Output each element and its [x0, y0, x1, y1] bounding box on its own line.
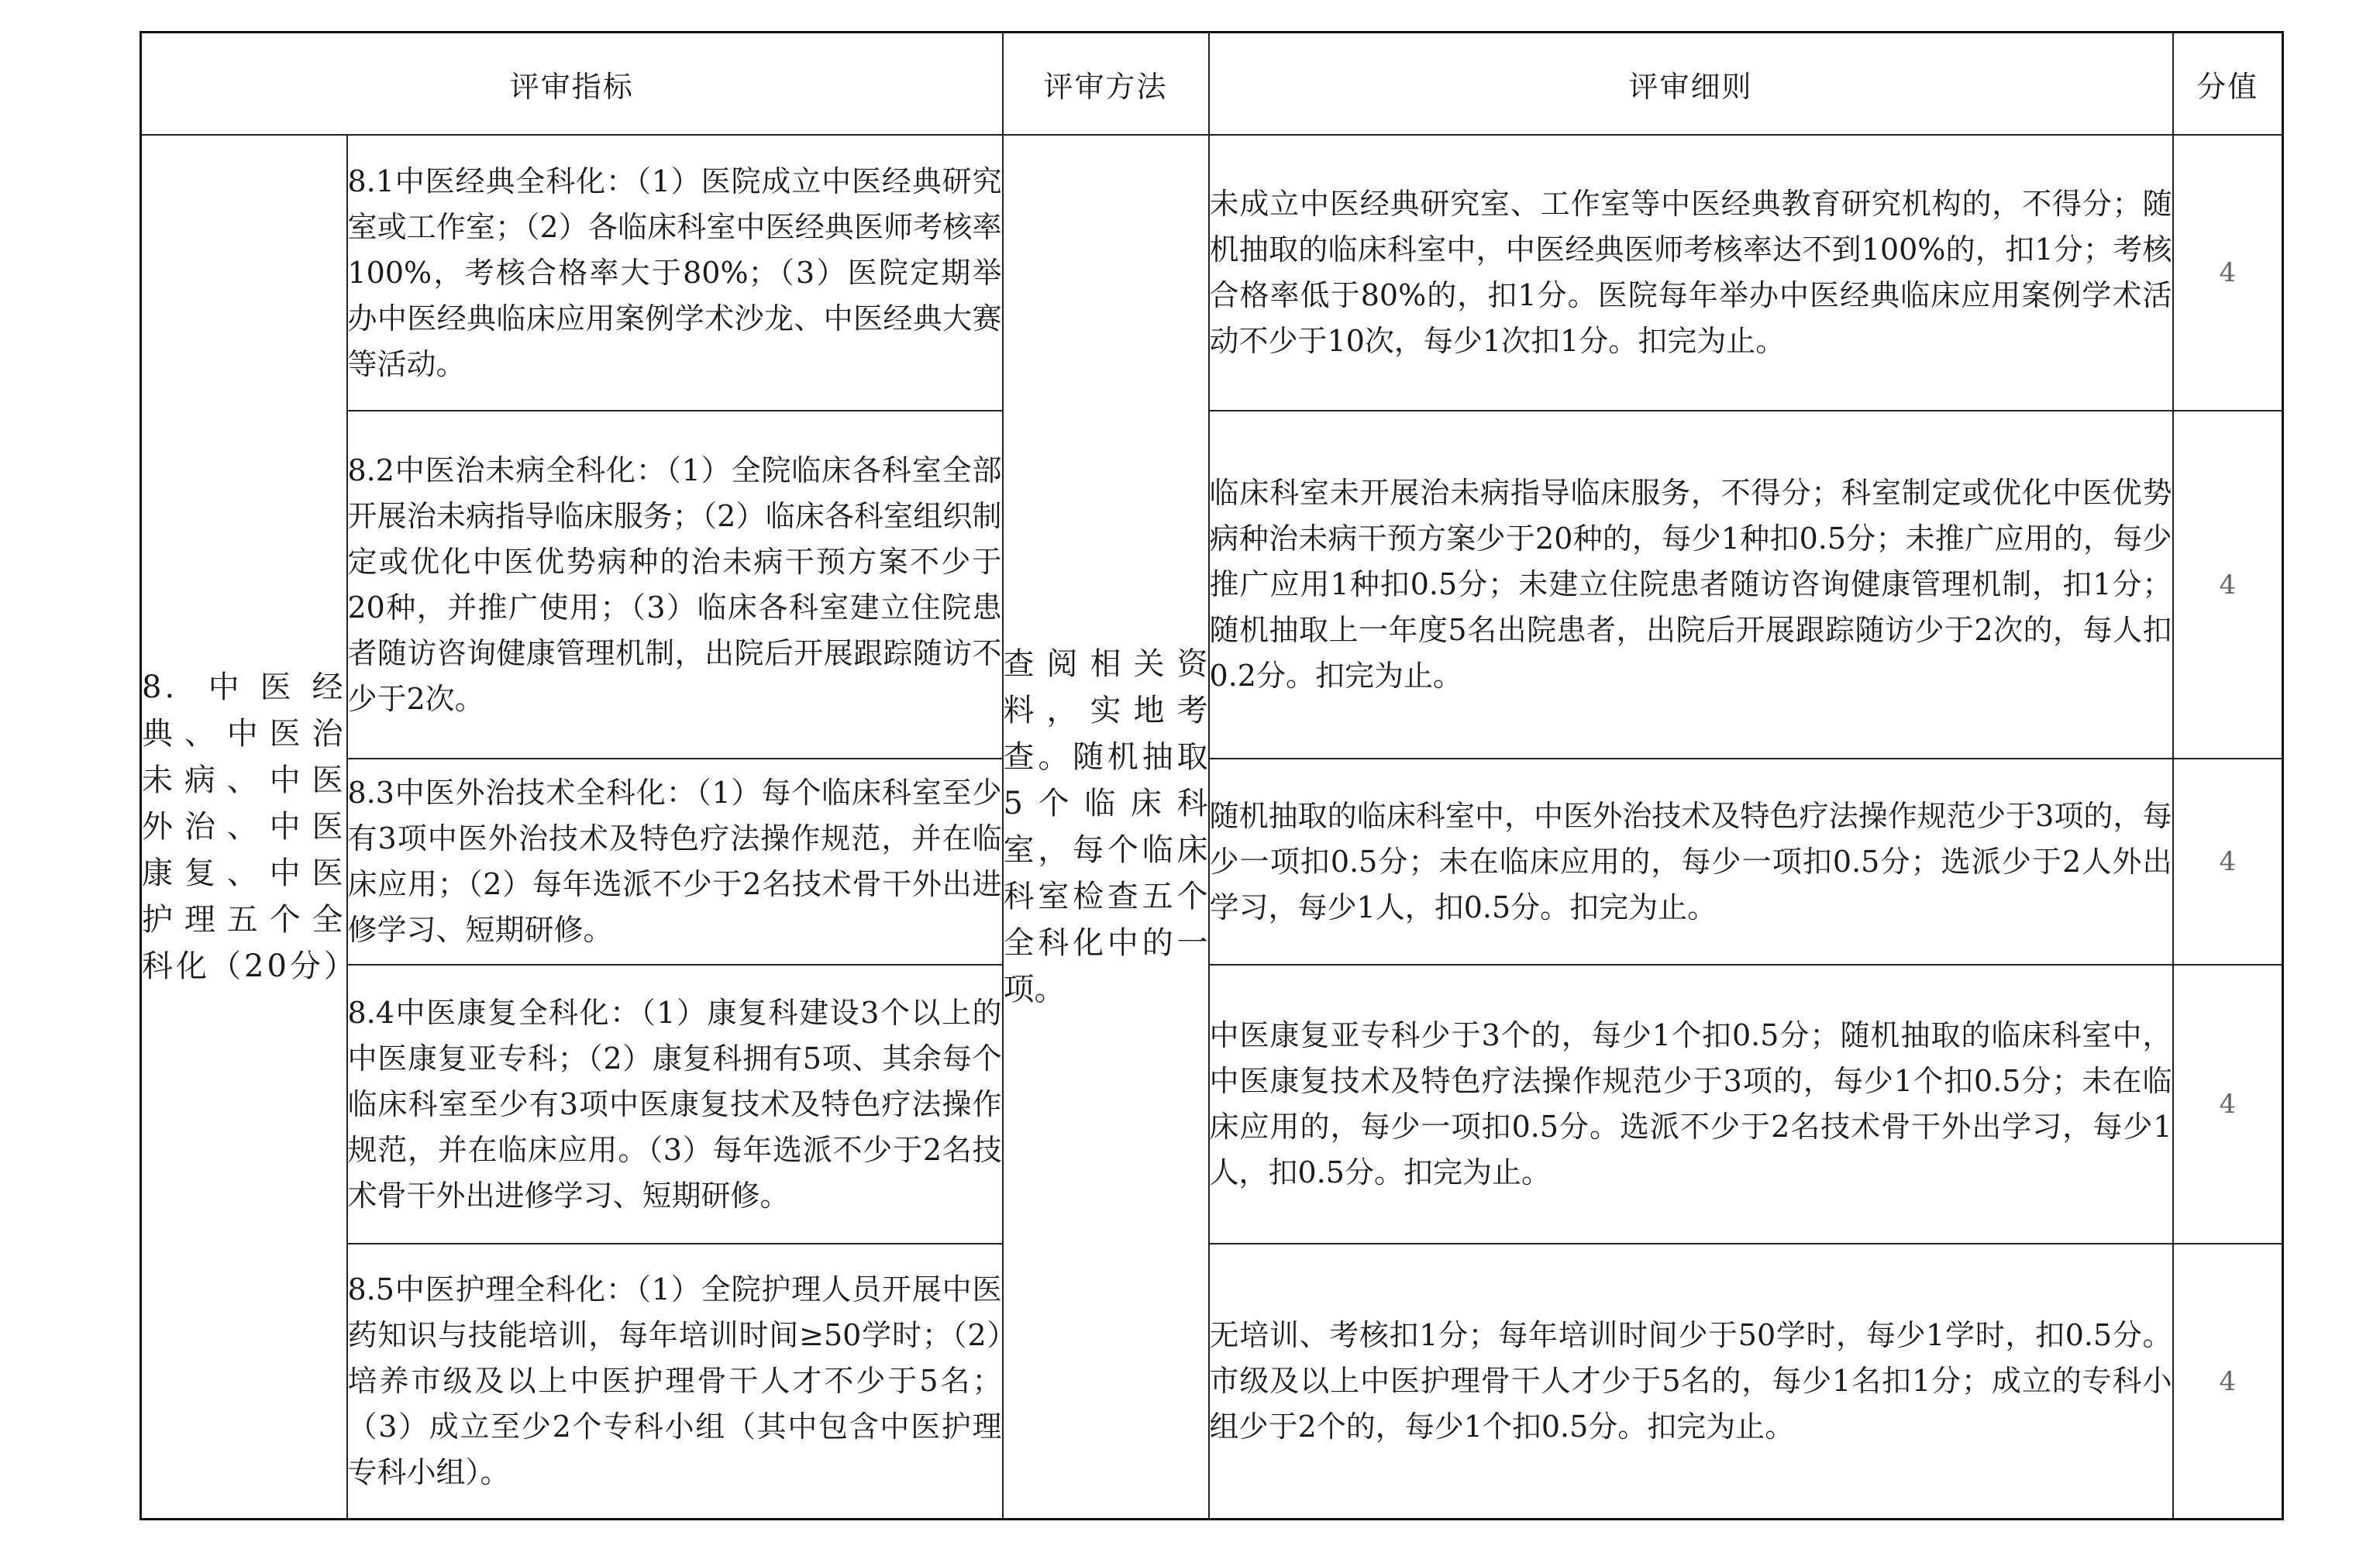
header-score: 分值 [2173, 33, 2283, 136]
table-row [141, 411, 2283, 758]
score-cell: 4 [2173, 1244, 2283, 1520]
table-row [141, 759, 2283, 966]
table-row [141, 1244, 2283, 1520]
header-indicator: 评审指标 [141, 33, 1003, 136]
score-cell: 4 [2173, 965, 2283, 1244]
table-row [141, 965, 2283, 1244]
score-cell: 4 [2173, 135, 2283, 411]
indicator-cell: 8.5中医护理全科化：（1）全院护理人员开展中医药知识与技能培训，每年培训时间≥50学时；（2）培养市级及以上中医护理骨干人才不少于5名；（3）成立至少2个专科小组（其中包含中医护理专科小组）。 [347, 1244, 1003, 1520]
indicator-cell: 8.3中医外治技术全科化：（1）每个临床科室至少有3项中医外治技术及特色疗法操作规范，并在临床应用；（2）每年选派不少于2名技术骨干外出进修学习、短期研修。 [347, 759, 1003, 966]
indicator-cell: 8.1中医经典全科化：（1）医院成立中医经典研究室或工作室；（2）各临床科室中医经典医师考核率100%，考核合格率大于80%；（3）医院定期举办中医经典临床应用案例学术沙龙、中医经典大赛等活动。 [347, 135, 1003, 411]
header-rule: 评审细则 [1209, 33, 2173, 136]
rule-cell: 随机抽取的临床科室中，中医外治技术及特色疗法操作规范少于3项的，每少一项扣0.5分；未在临床应用的，每少一项扣0.5分；选派少于2人外出学习，每少1人，扣0.5分。扣完为止。 [1209, 759, 2173, 966]
table-row [141, 135, 2283, 411]
score-cell: 4 [2173, 759, 2283, 966]
rule-cell: 未成立中医经典研究室、工作室等中医经典教育研究机构的，不得分；随机抽取的临床科室中，中医经典医师考核率达不到100%的，扣1分；考核合格率低于80%的，扣1分。医院每年举办中医经典临床应用案例学术活动不少于10次，每少1次扣1分。扣完为止。 [1209, 135, 2173, 411]
rule-cell: 临床科室未开展治未病指导临床服务，不得分；科室制定或优化中医优势病种治未病干预方案少于20种的，每少1种扣0.5分；未推广应用的，每少推广应用1种扣0.5分；未建立住院患者随访咨询健康管理机制，扣1分；随机抽取上一年度5名出院患者，出院后开展跟踪随访少于2次的，每人扣0.2分。扣完为止。 [1209, 411, 2173, 758]
rule-cell: 无培训、考核扣1分；每年培训时间少于50学时，每少1学时，扣0.5分。市级及以上中医护理骨干人才少于5名的，每少1名扣1分；成立的专科小组少于2个的，每少1个扣0.5分。扣完为止。 [1209, 1244, 2173, 1520]
category-cell: 8. 中医经典、中医治未病、中医外治、中医康复、中医护理五个全科化（20分） [141, 135, 347, 1520]
rule-cell: 中医康复亚专科少于3个的，每少1个扣0.5分；随机抽取的临床科室中，中医康复技术及特色疗法操作规范少于3项的，每少1个扣0.5分；未在临床应用的，每少一项扣0.5分。选派不少于2名技术骨干外出学习，每少1人，扣0.5分。扣完为止。 [1209, 965, 2173, 1244]
score-cell: 4 [2173, 411, 2283, 758]
indicator-cell: 8.4中医康复全科化：（1）康复科建设3个以上的中医康复亚专科；（2）康复科拥有5项、其余每个临床科室至少有3项中医康复技术及特色疗法操作规范，并在临床应用。（3）每年选派不少于2名技术骨干外出进修学习、短期研修。 [347, 965, 1003, 1244]
method-cell: 查阅相关资料，实地考查。随机抽取5个临床科室，每个临床科室检查五个全科化中的一项。 [1003, 135, 1209, 1520]
header-row [141, 33, 2283, 136]
evaluation-table [139, 31, 2284, 1520]
header-method: 评审方法 [1003, 33, 1209, 136]
indicator-cell: 8.2中医治未病全科化：（1）全院临床各科室全部开展治未病指导临床服务；（2）临床各科室组织制定或优化中医优势病种的治未病干预方案不少于20种，并推广使用；（3）临床各科室建立住院患者随访咨询健康管理机制，出院后开展跟踪随访不少于2次。 [347, 411, 1003, 758]
